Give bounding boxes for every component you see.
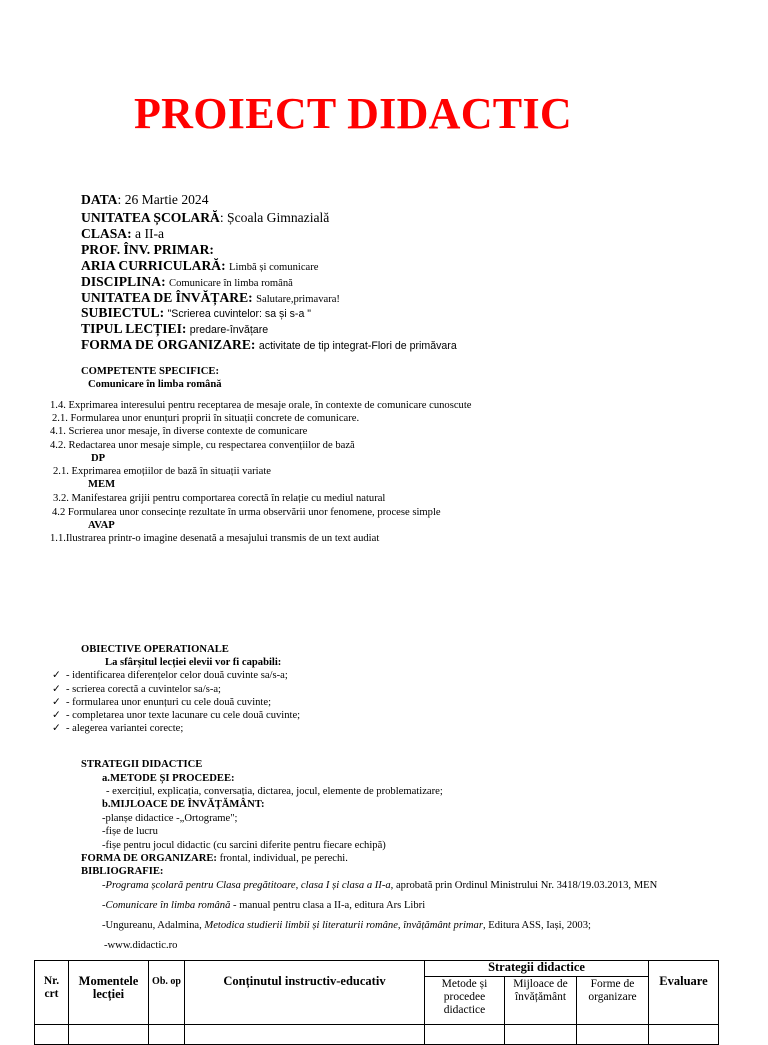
bibliografie-item: -Programa școlară pentru Clasa pregătitoare, clasa I și clasa a II-a, aprobată prin Ordinul Ministrului Nr. 3418/19.03.2013, MEN	[102, 880, 658, 891]
objective-item: ✓ - formularea unor enunțuri cu cele două cuvinte;	[52, 697, 272, 708]
metode-text: - exercițiul, explicația, conversația, dictarea, jocul, elemente de problematizare;	[106, 786, 443, 797]
obiective-heading: OBIECTIVE OPERATIONALE	[81, 644, 229, 655]
info-unit: UNITATEA DE ÎNVĂȚARE: Salutare,primavara!	[81, 290, 340, 305]
mijloace-heading: b.MIJLOACE DE ÎNVĂȚĂMÂNT:	[102, 799, 265, 810]
document-title: PROIECT DIDACTIC	[134, 89, 572, 138]
info-date: DATA: 26 Martie 2024	[81, 192, 209, 207]
lesson-plan-table	[34, 960, 719, 1045]
info-subject: SUBIECTUL: "Scrierea cuvintelor: sa și s-a "	[81, 305, 312, 320]
info-organization: FORMA DE ORGANIZARE: activitate de tip integrat-Flori de primăvara	[81, 337, 457, 352]
col-nr-header: Nr. crt	[35, 961, 69, 1025]
objective-item: ✓ - scrierea corectă a cuvintelor sa/s-a;	[52, 684, 221, 695]
metode-heading: a.METODE ȘI PROCEDEE:	[102, 773, 235, 784]
mijloace-item: -fișe pentru jocul didactic (cu sarcini diferite pentru fiecare echipă)	[102, 840, 386, 851]
avap-label: AVAP	[88, 520, 115, 531]
competenta-item: 1.4. Exprimarea interesului pentru receptarea de mesaje orale, în contexte de comunicare cunoscute	[50, 400, 472, 411]
col-mijloace-header: Mijloace de învățământ	[505, 977, 577, 1025]
competenta-item: 4.2. Redactarea unor mesaje simple, cu respectarea convențiilor de bază	[50, 440, 355, 451]
check-icon: ✓	[52, 697, 61, 708]
col-metode-header: Metode și procedee didactice	[425, 977, 505, 1025]
col-evaluare-header: Evaluare	[649, 961, 719, 1025]
objective-item: ✓ - alegerea variantei corecte;	[52, 723, 184, 734]
check-icon: ✓	[52, 710, 61, 721]
check-icon: ✓	[52, 723, 61, 734]
dp-label: DP	[91, 453, 106, 464]
bibliografie-item: -Ungureanu, Adalmina, Metodica studierii limbii și literaturii române, învățământ primar, Editura ASS, Iași, 2003;	[102, 920, 591, 931]
bibliografie-item: -www.didactic.ro	[104, 940, 178, 951]
mijloace-item: -planșe didactice -„Ortograme";	[102, 813, 238, 824]
table-header-row	[35, 961, 719, 977]
competenta-item: 3.2. Manifestarea grijii pentru comportarea corectă în relație cu mediul natural	[53, 493, 386, 504]
objective-item: ✓ - identificarea diferențelor celor două cuvinte sa/s-a;	[52, 670, 288, 681]
strategii-heading: STRATEGII DIDACTICE	[81, 759, 203, 770]
info-discipline: DISCIPLINA: Comunicare în limba română	[81, 274, 293, 289]
objective-item: ✓ - completarea unor texte lacunare cu cele două cuvinte;	[52, 710, 301, 721]
mijloace-item: -fișe de lucru	[102, 826, 158, 837]
mem-label: MEM	[88, 479, 116, 490]
forma-organizare: FORMA DE ORGANIZARE: frontal, individual, pe perechi.	[81, 853, 348, 864]
info-teacher: PROF. ÎNV. PRIMAR:	[81, 242, 214, 257]
col-ob-header: Ob. op	[149, 961, 185, 1025]
competenta-item: 1.1.Ilustrarea printr-o imagine desenată a mesajului transmis de un text audiat	[50, 533, 380, 544]
col-forme-header: Forme de organizare	[577, 977, 649, 1025]
bibliografie-heading: BIBLIOGRAFIE:	[81, 866, 164, 877]
check-icon: ✓	[52, 684, 61, 695]
check-icon: ✓	[52, 670, 61, 681]
info-school: UNITATEA ȘCOLARĂ: Școala Gimnazială	[81, 210, 330, 225]
competenta-item: 2.1. Formularea unor enunțuri proprii în situații concrete de comunicare.	[52, 413, 360, 424]
col-continut-header: Conținutul instructiv-educativ	[185, 961, 425, 1025]
competente-heading: COMPETENTE SPECIFICE:	[81, 366, 220, 377]
info-class: CLASA: a II-a	[81, 226, 165, 241]
competenta-item: 4.1. Scrierea unor mesaje, în diverse contexte de comunicare	[50, 426, 308, 437]
info-area: ARIA CURRICULARĂ: Limbă și comunicare	[81, 258, 319, 273]
col-strategii-header: Strategii didactice	[425, 961, 649, 977]
table-row	[35, 1025, 719, 1045]
info-lesson-type: TIPUL LECȚIEI: predare-învățare	[81, 321, 269, 336]
competente-subheading: Comunicare în limba română	[88, 379, 222, 390]
obiective-intro: La sfârșitul lecției elevii vor fi capabili:	[105, 657, 282, 668]
competenta-item: 2.1. Exprimarea emoțiilor de bază în situații variate	[53, 466, 271, 477]
col-momente-header: Momentele lecției	[69, 961, 149, 1025]
bibliografie-item: -Comunicare în limba română - manual pentru clasa a II-a, editura Ars Libri	[102, 900, 426, 911]
competenta-item: 4.2 Formularea unor consecințe rezultate în urma observării unor fenomene, procese simple	[52, 507, 441, 518]
